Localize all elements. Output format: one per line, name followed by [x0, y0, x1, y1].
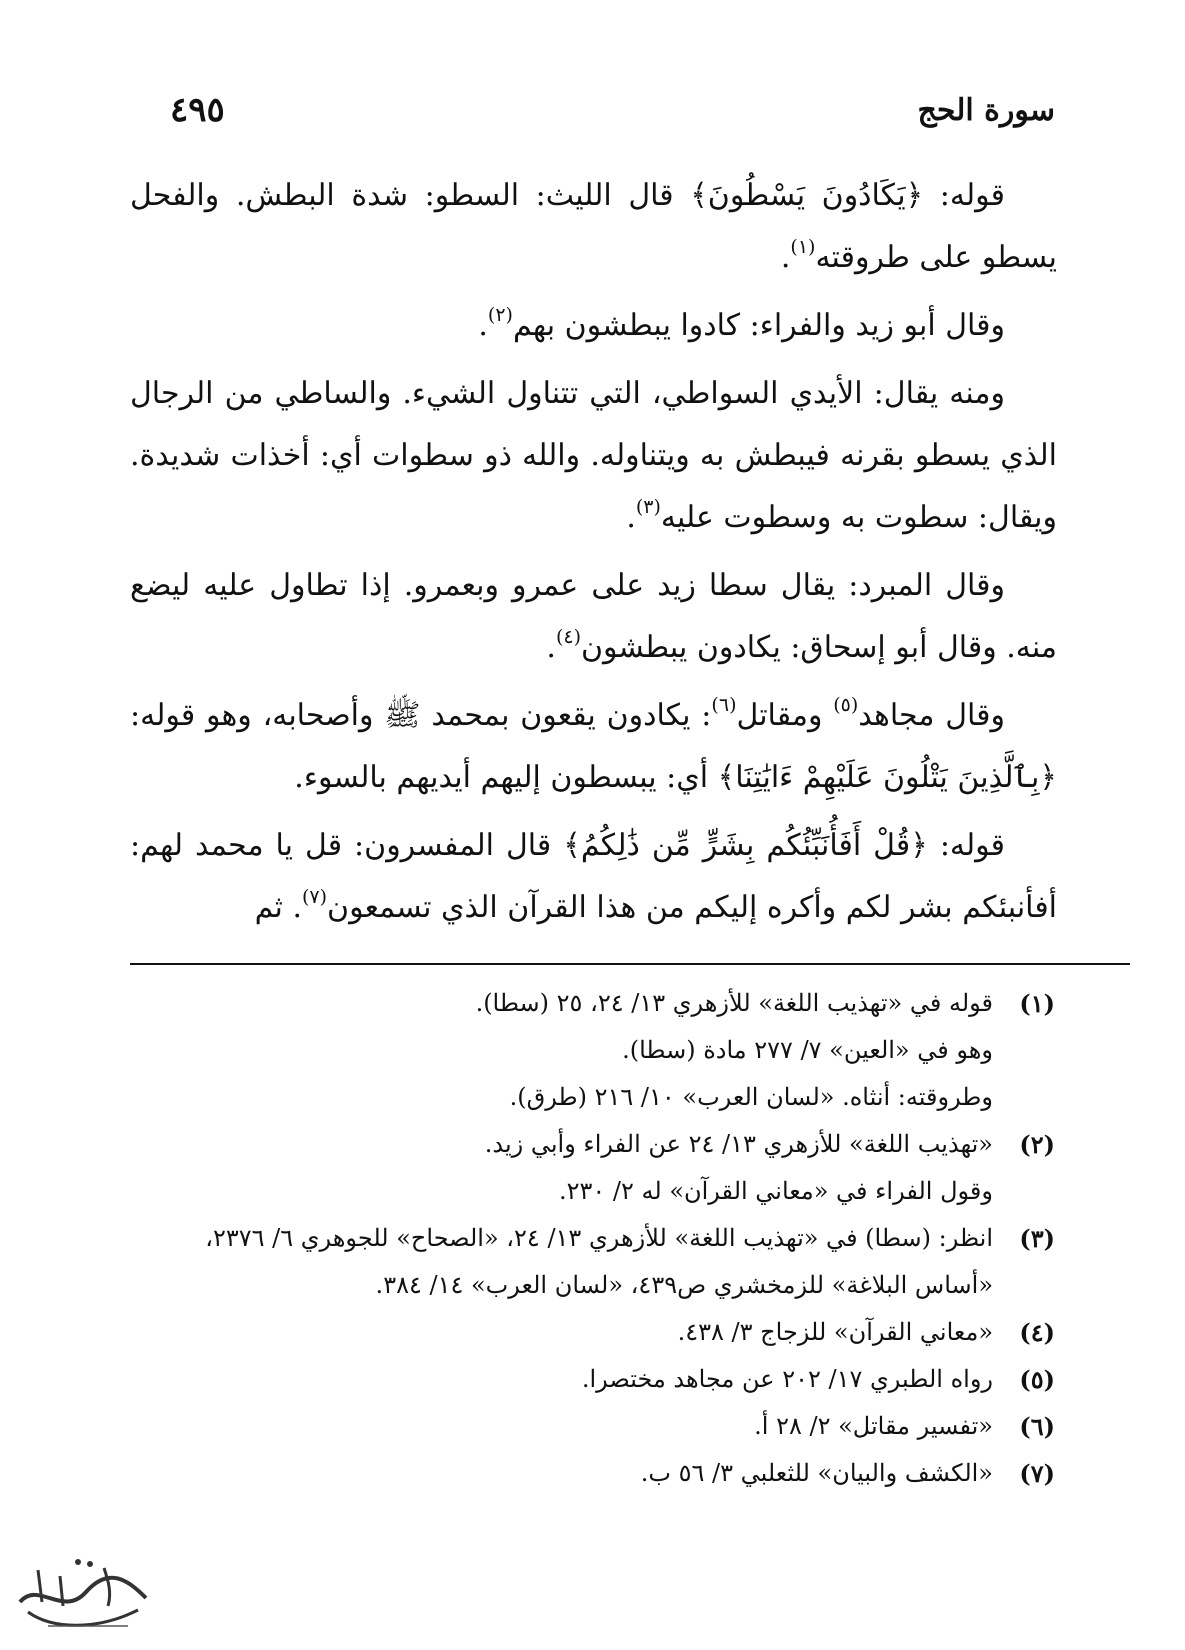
text-span: وقال أبو زيد والفراء: كادوا يبطشون بهم	[512, 308, 1005, 343]
text-span: قوله:	[927, 828, 1005, 863]
publisher-logo-icon	[8, 1540, 158, 1640]
paragraph-4	[130, 555, 1057, 679]
footnote-number: (٢)	[1019, 1130, 1055, 1159]
footnote-line: «تفسير مقاتل» ٢/ ٢٨ أ.	[754, 1412, 993, 1440]
text-span: قال المفسرون: قل يا محمد لهم: أفأنبئكم بشر لكم وأكره إليكم من هذا القرآن الذي تسمعون	[130, 828, 1057, 925]
footnote-number: (٥)	[1019, 1365, 1055, 1394]
footnote-number: (١)	[1019, 989, 1055, 1018]
footnote-ref: (١)	[790, 236, 816, 258]
text-span: .	[546, 630, 556, 665]
footnote-body	[130, 1121, 993, 1215]
footnote-body	[130, 1403, 993, 1450]
footnote-number: (٤)	[1019, 1318, 1055, 1347]
footnote-line: وطروقته: أنثاه. «لسان العرب» ١٠/ ٢١٦ (طرق).	[509, 1083, 993, 1111]
quran-verse: ﴿يَكَادُونَ يَسْطُونَ﴾	[690, 178, 924, 213]
footnote-3	[130, 1215, 1055, 1309]
paragraph-3	[130, 363, 1057, 549]
text-span: أي: يبسطون إليهم أيديهم بالسوء.	[294, 760, 718, 795]
footnote-number: (٧)	[1019, 1459, 1055, 1488]
text-span: ومنه يقال: الأيدي السواطي، التي تتناول الشيء. والساطي من الرجال الذي يسطو بقرنه فيبطش به ويتناوله. والله ذو سطوات أي: أخذات شديدة. ويقال: سطوت به وسطوت عليه	[130, 376, 1057, 535]
text-span: ومقاتل	[736, 698, 834, 733]
quran-verse: ﴿بِٱلَّذِينَ يَتْلُونَ عَلَيْهِمْ ءَايَٰتِنَا﴾	[717, 760, 1057, 795]
footnote-7	[130, 1450, 1055, 1497]
text-span: . ثم	[254, 890, 302, 925]
paragraph-1	[130, 165, 1057, 289]
text-span: وقال المبرد: يقال سطا زيد على عمرو وبعمرو. إذا تطاول عليه ليضع منه. وقال أبو إسحاق: يكادون يبطشون	[130, 568, 1057, 665]
footnote-body	[130, 980, 993, 1121]
footnote-ref: (٤)	[555, 626, 582, 648]
paragraph-2	[130, 295, 1057, 357]
footnote-ref: (٢)	[487, 304, 513, 326]
text-span: وقال مجاهد	[858, 698, 1005, 733]
page-header	[170, 80, 1055, 140]
text-span: قال الليث: السطو: شدة البطش. والفحل يسطو على طروقته	[130, 178, 1057, 275]
footnote-ref: (٥)	[833, 694, 859, 716]
footnote-2	[130, 1121, 1055, 1215]
surah-title: سورة الحج	[917, 92, 1055, 128]
footnote-line: «تهذيب اللغة» للأزهري ١٣/ ٢٤ عن الفراء وأبي زيد.	[484, 1130, 993, 1158]
footnote-ref: (٣)	[635, 496, 661, 518]
footnote-body	[130, 1215, 993, 1309]
footnote-1	[130, 980, 1055, 1121]
footnote-number: (٣)	[1019, 1224, 1055, 1253]
footnote-number: (٦)	[1019, 1412, 1055, 1441]
main-text	[130, 165, 1057, 945]
footnote-6	[130, 1403, 1055, 1450]
footnote-body	[130, 1309, 993, 1356]
text-span: : يكادون يقعون بمحمد ﷺ وأصحابه، وهو قوله:	[130, 698, 712, 733]
page-number: ٤٩٥	[170, 90, 225, 130]
footnote-line: قوله في «تهذيب اللغة» للأزهري ١٣/ ٢٤، ٢٥ (سطا).	[475, 989, 993, 1017]
footnote-line: رواه الطبري ١٧/ ٢٠٢ عن مجاهد مختصرا.	[581, 1365, 993, 1393]
text-span: قوله:	[923, 178, 1005, 213]
footnote-line: «الكشف والبيان» للثعلبي ٣/ ٥٦ ب.	[640, 1459, 993, 1487]
footnote-4	[130, 1309, 1055, 1356]
footnote-ref: (٧)	[301, 886, 328, 908]
footnotes	[130, 980, 1055, 1497]
footnote-body	[130, 1356, 993, 1403]
paragraph-5	[130, 685, 1057, 809]
footnote-5	[130, 1356, 1055, 1403]
footnote-body	[130, 1450, 993, 1497]
paragraph-6	[130, 815, 1057, 939]
text-span: .	[780, 240, 791, 275]
quran-verse: ﴿قُلْ أَفَأُنَبِّئُكُم بِشَرٍّ مِّن ذَٰلِكُمُ﴾	[563, 828, 928, 863]
footnote-divider	[130, 963, 1130, 965]
footnote-ref: (٦)	[711, 694, 737, 716]
footnote-line: «معاني القرآن» للزجاج ٣/ ٤٣٨.	[677, 1318, 993, 1346]
footnote-line: وهو في «العين» ٧/ ٢٧٧ مادة (سطا).	[622, 1036, 993, 1064]
text-span: .	[478, 308, 488, 343]
footnote-line: انظر: (سطا) في «تهذيب اللغة» للأزهري ١٣/ ٢٤، «الصحاح» للجوهري ٦/ ٢٣٧٦، «أساس البلاغة» للزمخشري ص٤٣٩، «لسان العرب» ١٤/ ٣٨٤.	[205, 1224, 993, 1299]
footnote-line: وقول الفراء في «معاني القرآن» له ٢/ ٢٣٠.	[558, 1177, 993, 1205]
text-span: .	[626, 500, 636, 535]
